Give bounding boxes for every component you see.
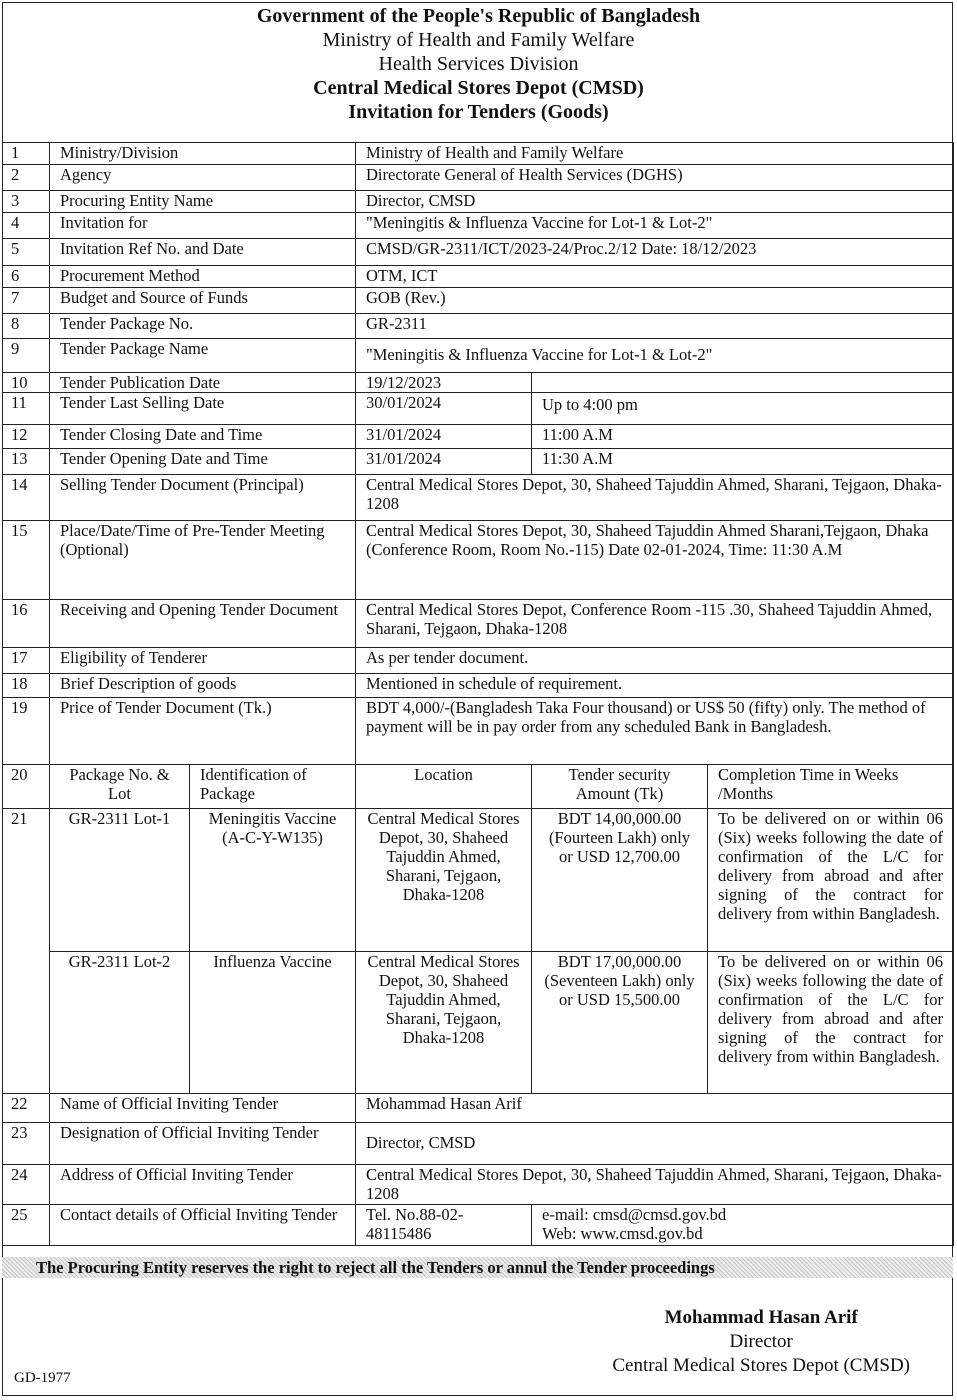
row-number: 14	[3, 475, 50, 521]
row-label: Tender Closing Date and Time	[50, 425, 356, 449]
table-row	[3, 425, 954, 449]
table-row	[3, 521, 954, 600]
table-row	[3, 698, 954, 765]
tender-table	[2, 142, 954, 1246]
row-value: Central Medical Stores Depot, 30, Shaheed Tajuddin Ahmed Sharani,Tejgaon, Dhaka (Conference Room, Room No.-115) Date 02-01-2024, Time: 11:30 A.M	[356, 521, 954, 600]
row-value: Mohammad Hasan Arif	[356, 1094, 954, 1123]
table-row	[3, 373, 954, 393]
row-label: Tender Last Selling Date	[50, 393, 356, 425]
contact-telephone: Tel. No.88-02-48115486	[356, 1205, 532, 1246]
row-value: Directorate General of Health Services (DGHS)	[356, 165, 954, 191]
row-number: 10	[3, 373, 50, 393]
lot-package: GR-2311 Lot-1	[50, 809, 190, 952]
document-title: Invitation for Tenders (Goods)	[348, 101, 609, 123]
row-value: As per tender document.	[356, 648, 954, 674]
row-value: "Meningitis & Influenza Vaccine for Lot-1 & Lot-2"	[356, 213, 954, 239]
lot-completion-time: To be delivered on or within 06 (Six) weeks following the date of confirmation of the L/C for delivery from abroad and after signing of the contract for delivery from within Bangladesh.	[708, 809, 954, 952]
table-row	[3, 143, 954, 165]
row-number: 18	[3, 674, 50, 698]
table-row	[3, 1205, 954, 1246]
row-value: Central Medical Stores Depot, 30, Shaheed Tajuddin Ahmed, Sharani, Tejgaon, Dhaka-1208	[356, 475, 954, 521]
lot-security-amount: BDT 17,00,000.00 (Seventeen Lakh) only or USD 15,500.00	[532, 952, 708, 1094]
lot-row	[3, 952, 954, 1094]
row-value: OTM, ICT	[356, 266, 954, 288]
row-number: 6	[3, 266, 50, 288]
row-number: 2	[3, 165, 50, 191]
row-label: Designation of Official Inviting Tender	[50, 1123, 356, 1165]
row-value: Mentioned in schedule of requirement.	[356, 674, 954, 698]
signature-block	[612, 1306, 910, 1378]
row-number: 15	[3, 521, 50, 600]
row-label: Name of Official Inviting Tender	[50, 1094, 356, 1123]
row-value: BDT 4,000/-(Bangladesh Taka Four thousand) or US$ 50 (fifty) only. The method of payment will be in pay order from any scheduled Bank in Bangladesh.	[356, 698, 954, 765]
row-number: 11	[3, 393, 50, 425]
row-value: Central Medical Stores Depot, 30, Shaheed Tajuddin Ahmed, Sharani, Tejgaon, Dhaka-1208	[356, 1165, 954, 1205]
row-label: Ministry/Division	[50, 143, 356, 165]
table-row	[3, 239, 954, 266]
lot-location: Central Medical Stores Depot, 30, Shaheed Tajuddin Ahmed, Sharani, Tejgaon, Dhaka-1208	[356, 809, 532, 952]
row-number: 17	[3, 648, 50, 674]
row-number: 23	[3, 1123, 50, 1165]
row-number: 5	[3, 239, 50, 266]
row-number: 7	[3, 288, 50, 314]
lots-header-row	[3, 765, 954, 809]
table-row	[3, 674, 954, 698]
table-row	[3, 449, 954, 475]
row-number: 25	[3, 1205, 50, 1246]
table-row	[3, 393, 954, 425]
signatory-organization: Central Medical Stores Depot (CMSD)	[612, 1355, 910, 1376]
column-header-security: Tender security Amount (Tk)	[532, 765, 708, 809]
contact-online	[532, 1205, 954, 1246]
row-label: Selling Tender Document (Principal)	[50, 475, 356, 521]
row-label: Tender Opening Date and Time	[50, 449, 356, 475]
column-header-package: Package No. & Lot	[50, 765, 190, 809]
row-number: 24	[3, 1165, 50, 1205]
contact-website: Web: www.cmsd.gov.bd	[542, 1224, 703, 1243]
row-label: Procurement Method	[50, 266, 356, 288]
row-extra: 11:00 A.M	[532, 425, 954, 449]
row-extra: Up to 4:00 pm	[532, 393, 954, 425]
table-row	[3, 165, 954, 191]
row-label: Agency	[50, 165, 356, 191]
table-row	[3, 1094, 954, 1123]
row-value: Director, CMSD	[356, 191, 954, 213]
table-row	[3, 213, 954, 239]
ministry-name: Ministry of Health and Family Welfare	[322, 29, 635, 51]
row-value: 30/01/2024	[356, 393, 532, 425]
row-label: Eligibility of Tenderer	[50, 648, 356, 674]
row-label: Place/Date/Time of Pre-Tender Meeting (Optional)	[50, 521, 356, 600]
row-number: 4	[3, 213, 50, 239]
table-row	[3, 314, 954, 339]
contact-email: e-mail: cmsd@cmsd.gov.bd	[542, 1205, 727, 1224]
table-row	[3, 475, 954, 521]
document-header	[0, 4, 957, 124]
division-name: Health Services Division	[378, 53, 579, 75]
row-number: 3	[3, 191, 50, 213]
row-value: "Meningitis & Influenza Vaccine for Lot-1 & Lot-2"	[356, 339, 954, 373]
row-number: 21	[3, 809, 50, 1094]
row-number: 20	[3, 765, 50, 809]
row-value: 31/01/2024	[356, 449, 532, 475]
row-label: Tender Publication Date	[50, 373, 356, 393]
row-value: GOB (Rev.)	[356, 288, 954, 314]
table-row	[3, 191, 954, 213]
lot-package: GR-2311 Lot-2	[50, 952, 190, 1094]
row-number: 22	[3, 1094, 50, 1123]
row-label: Receiving and Opening Tender Document	[50, 600, 356, 648]
row-label: Tender Package Name	[50, 339, 356, 373]
column-header-location: Location	[356, 765, 532, 809]
row-label: Procuring Entity Name	[50, 191, 356, 213]
row-value: 31/01/2024	[356, 425, 532, 449]
table-row	[3, 1123, 954, 1165]
row-number: 9	[3, 339, 50, 373]
lot-identification: Influenza Vaccine	[190, 952, 356, 1094]
table-row	[3, 288, 954, 314]
depot-name: Central Medical Stores Depot (CMSD)	[313, 77, 644, 99]
row-extra: 11:30 A.M	[532, 449, 954, 475]
row-label: Budget and Source of Funds	[50, 288, 356, 314]
column-header-identification: Identification of Package	[190, 765, 356, 809]
row-number: 19	[3, 698, 50, 765]
table-row	[3, 600, 954, 648]
lot-identification: Meningitis Vaccine (A-C-Y-W135)	[190, 809, 356, 952]
row-label: Price of Tender Document (Tk.)	[50, 698, 356, 765]
notice-bar	[2, 1257, 953, 1278]
column-header-completion: Completion Time in Weeks /Months	[708, 765, 954, 809]
lot-completion-time: To be delivered on or within 06 (Six) weeks following the date of confirmation of the L/C for delivery from abroad and after signing of the contract for delivery from within Bangladesh.	[708, 952, 954, 1094]
row-number: 12	[3, 425, 50, 449]
lot-security-amount: BDT 14,00,000.00 (Fourteen Lakh) only or USD 12,700.00	[532, 809, 708, 952]
row-value: CMSD/GR-2311/ICT/2023-24/Proc.2/12 Date: 18/12/2023	[356, 239, 954, 266]
row-value: Ministry of Health and Family Welfare	[356, 143, 954, 165]
row-label: Contact details of Official Inviting Tender	[50, 1205, 356, 1246]
row-value: 19/12/2023	[356, 373, 532, 393]
row-label: Address of Official Inviting Tender	[50, 1165, 356, 1205]
row-number: 13	[3, 449, 50, 475]
row-label: Invitation for	[50, 213, 356, 239]
notice-text: The Procuring Entity reserves the right to reject all the Tenders or annul the Tender proceedings	[36, 1258, 715, 1277]
row-value: Director, CMSD	[356, 1123, 954, 1165]
row-label: Brief Description of goods	[50, 674, 356, 698]
table-row	[3, 1165, 954, 1205]
row-label: Tender Package No.	[50, 314, 356, 339]
row-number: 8	[3, 314, 50, 339]
table-row	[3, 339, 954, 373]
signatory-title: Director	[729, 1331, 793, 1352]
lot-row	[3, 809, 954, 952]
row-label: Invitation Ref No. and Date	[50, 239, 356, 266]
government-title: Government of the People's Republic of Bangladesh	[256, 5, 701, 27]
row-number: 1	[3, 143, 50, 165]
table-row	[3, 266, 954, 288]
row-number: 16	[3, 600, 50, 648]
footer-code: GD-1977	[14, 1370, 71, 1386]
signatory-name: Mohammad Hasan Arif	[664, 1307, 858, 1328]
table-row	[3, 648, 954, 674]
row-value: Central Medical Stores Depot, Conference Room -115 .30, Shaheed Tajuddin Ahmed, Sharani, Tejgaon, Dhaka-1208	[356, 600, 954, 648]
row-value: GR-2311	[356, 314, 954, 339]
lot-location: Central Medical Stores Depot, 30, Shaheed Tajuddin Ahmed, Sharani, Tejgaon, Dhaka-1208	[356, 952, 532, 1094]
row-extra	[532, 373, 954, 393]
